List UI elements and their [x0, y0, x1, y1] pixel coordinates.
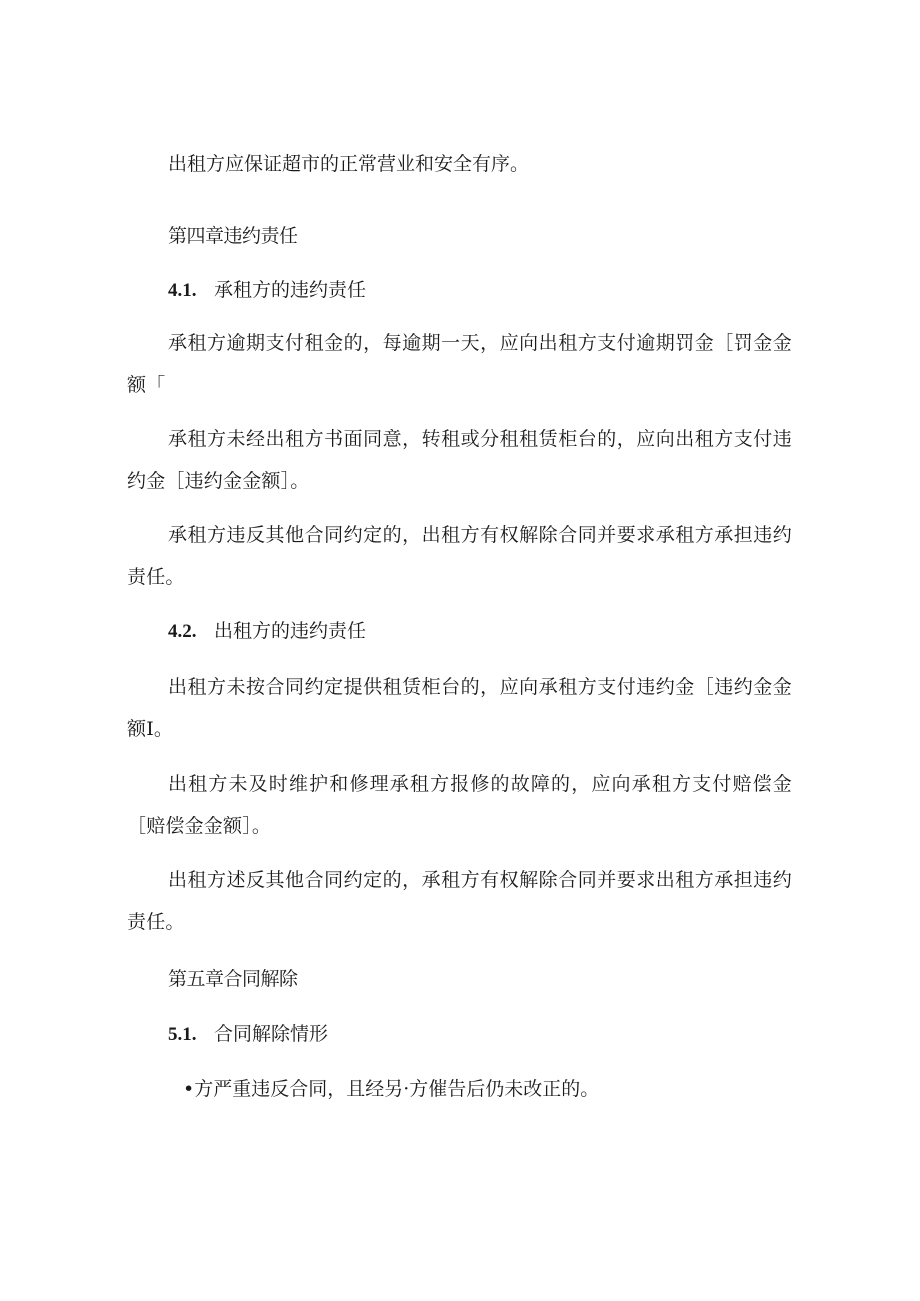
section-title: 承租方的违约责任 — [214, 279, 367, 301]
section-5-1-heading — [168, 1022, 328, 1047]
section-number: 4.2. — [168, 621, 197, 642]
section-title: 合同解除情形 — [214, 1023, 329, 1045]
paragraph-4-2-1: 出租方未按合同约定提供租赁柜台的，应向承租方支付违约金［违约金金额I。 — [127, 676, 792, 740]
section-4-2-heading — [168, 619, 366, 644]
paragraph-4-2-3: 出租方述反其他合同约定的，承租方有权解除合同并要求出租方承担违约责任。 — [127, 869, 792, 933]
paragraph-4-1-3: 承租方违反其他合同约定的，出租方有权解除合同并要求承租方承担违约责任。 — [127, 524, 792, 588]
chapter-4-heading: 第四章违约责任 — [168, 225, 298, 247]
section-4-1-heading — [168, 278, 366, 303]
intro-line: 出租方应保证超市的正常营业和安全有序。 — [168, 153, 530, 175]
paragraph-4-1-2: 承租方未经出租方书面同意，转租或分租租赁柜台的，应向出租方支付违约金［违约金金额］。 — [127, 428, 792, 492]
section-number: 4.1. — [168, 280, 197, 301]
paragraph-4-1-1: 承租方逾期支付租金的，每逾期一天，应向出租方支付逾期罚金［罚金金额「 — [127, 332, 792, 396]
section-title: 出租方的违约责任 — [214, 620, 367, 642]
section-number: 5.1. — [168, 1024, 197, 1045]
bullet-item-5-1-1: •方严重违反合同，且经另·方催告后仍未改正的。 — [183, 1078, 600, 1100]
chapter-5-heading: 第五章合同解除 — [168, 968, 298, 990]
paragraph-4-2-2: 出租方未及时维护和修理承租方报修的故障的，应向承租方支付赔偿金［赔偿金金额］。 — [127, 773, 792, 837]
